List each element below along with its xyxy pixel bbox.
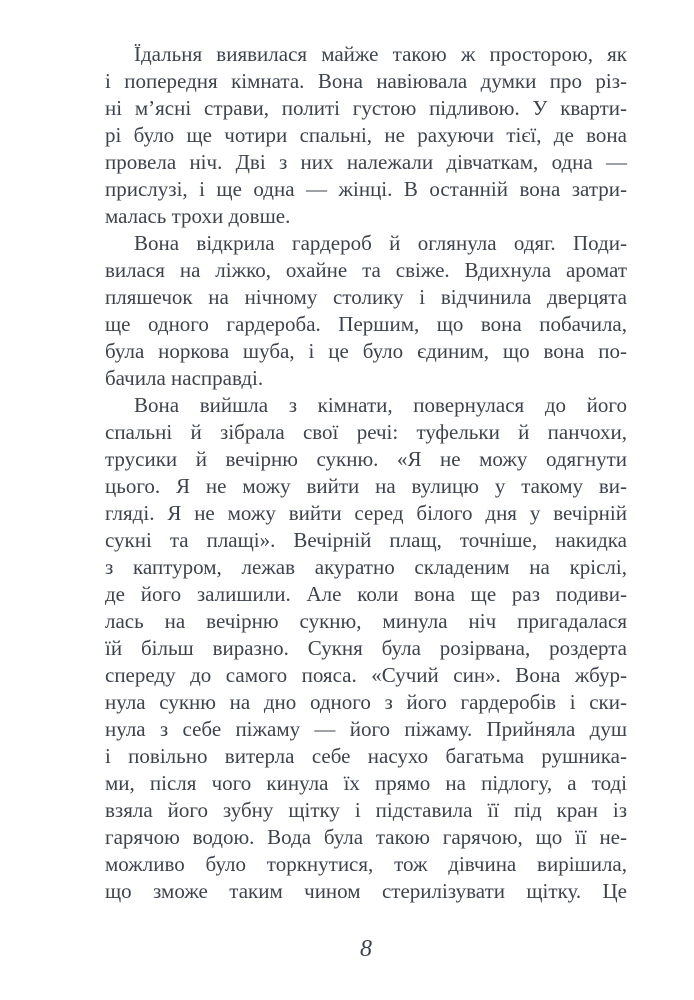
text-line: можливо було торкнутися, тож дівчина вирішила, bbox=[105, 852, 627, 876]
text-line: нула сукню на дно одного з його гардеробів і ски- bbox=[105, 690, 627, 714]
text-line: що зможе таким чином стерилізувати щітку. Це bbox=[105, 879, 627, 903]
text-line: Вона вийшла з кімнати, повернулася до його bbox=[134, 393, 627, 417]
text-line: Вона відкрила гардероб й оглянула одяг. Поди- bbox=[134, 231, 627, 255]
text-line: і повільно витерла себе насухо багатьма рушника- bbox=[105, 744, 627, 768]
text-line: лась на вечірню сукню, минула ніч пригадалася bbox=[105, 609, 627, 633]
text-line: і попередня кімната. Вона навіювала думки про різ- bbox=[105, 69, 627, 93]
text-line: пляшечок на нічному столику і відчинила дверцята bbox=[105, 285, 627, 309]
text-line: де його залишили. Але коли вона ще раз подиви- bbox=[105, 582, 627, 606]
text-line: трусики й вечірню сукню. «Я не можу одягнути bbox=[105, 447, 627, 471]
text-line: вилася на ліжко, охайне та свіже. Вдихнула аромат bbox=[105, 258, 627, 282]
text-line: ще одного гардероба. Першим, що вона побачила, bbox=[105, 312, 627, 336]
text-line: їй більш виразно. Сукня була розірвана, роздерта bbox=[105, 636, 627, 660]
paragraph bbox=[105, 230, 627, 392]
text-line: цього. Я не можу вийти на вулицю у такому ви- bbox=[105, 474, 627, 498]
text-line: рі було ще чотири спальні, не рахуючи тієї, де вона bbox=[105, 123, 627, 147]
text-line: прислузі, і ще одна — жінці. В останній вона затри- bbox=[105, 177, 627, 201]
text-line: спереду до самого пояса. «Сучий син». Вона жбур- bbox=[105, 663, 627, 687]
text-line: гарячою водою. Вода була такою гарячою, що її не- bbox=[105, 825, 627, 849]
paragraph bbox=[105, 392, 627, 905]
text-line: ні м’ясні страви, политі густою підливою. У кварти- bbox=[105, 96, 627, 120]
text-line: малась трохи довше. bbox=[105, 204, 291, 228]
text-line: взяла його зубну щітку і підставила її під кран із bbox=[105, 798, 627, 822]
text-block bbox=[105, 41, 627, 963]
text-line: сукні та плащі». Вечірній плащ, точніше, накидка bbox=[105, 528, 627, 552]
text-line: Їдальня виявилася майже такою ж просторою, як bbox=[134, 42, 627, 66]
text-line: провела ніч. Дві з них належали дівчаткам, одна — bbox=[105, 150, 627, 174]
page-number: 8 bbox=[360, 936, 372, 962]
paragraph bbox=[105, 41, 627, 230]
text-line: була норкова шуба, і це було єдиним, що вона по- bbox=[105, 339, 627, 363]
text-line: нула з себе піжаму — його піжаму. Прийняла душ bbox=[105, 717, 627, 741]
text-line: ми, після чого кинула їх прямо на підлогу, а тоді bbox=[105, 771, 627, 795]
text-line: спальні й зібрала свої речі: туфельки й панчохи, bbox=[105, 420, 627, 444]
text-line: гляді. Я не можу вийти серед білого дня у вечірній bbox=[105, 501, 627, 525]
text-line: з каптуром, лежав акуратно складеним на кріслі, bbox=[105, 555, 627, 579]
text-line: бачила насправді. bbox=[105, 366, 264, 390]
